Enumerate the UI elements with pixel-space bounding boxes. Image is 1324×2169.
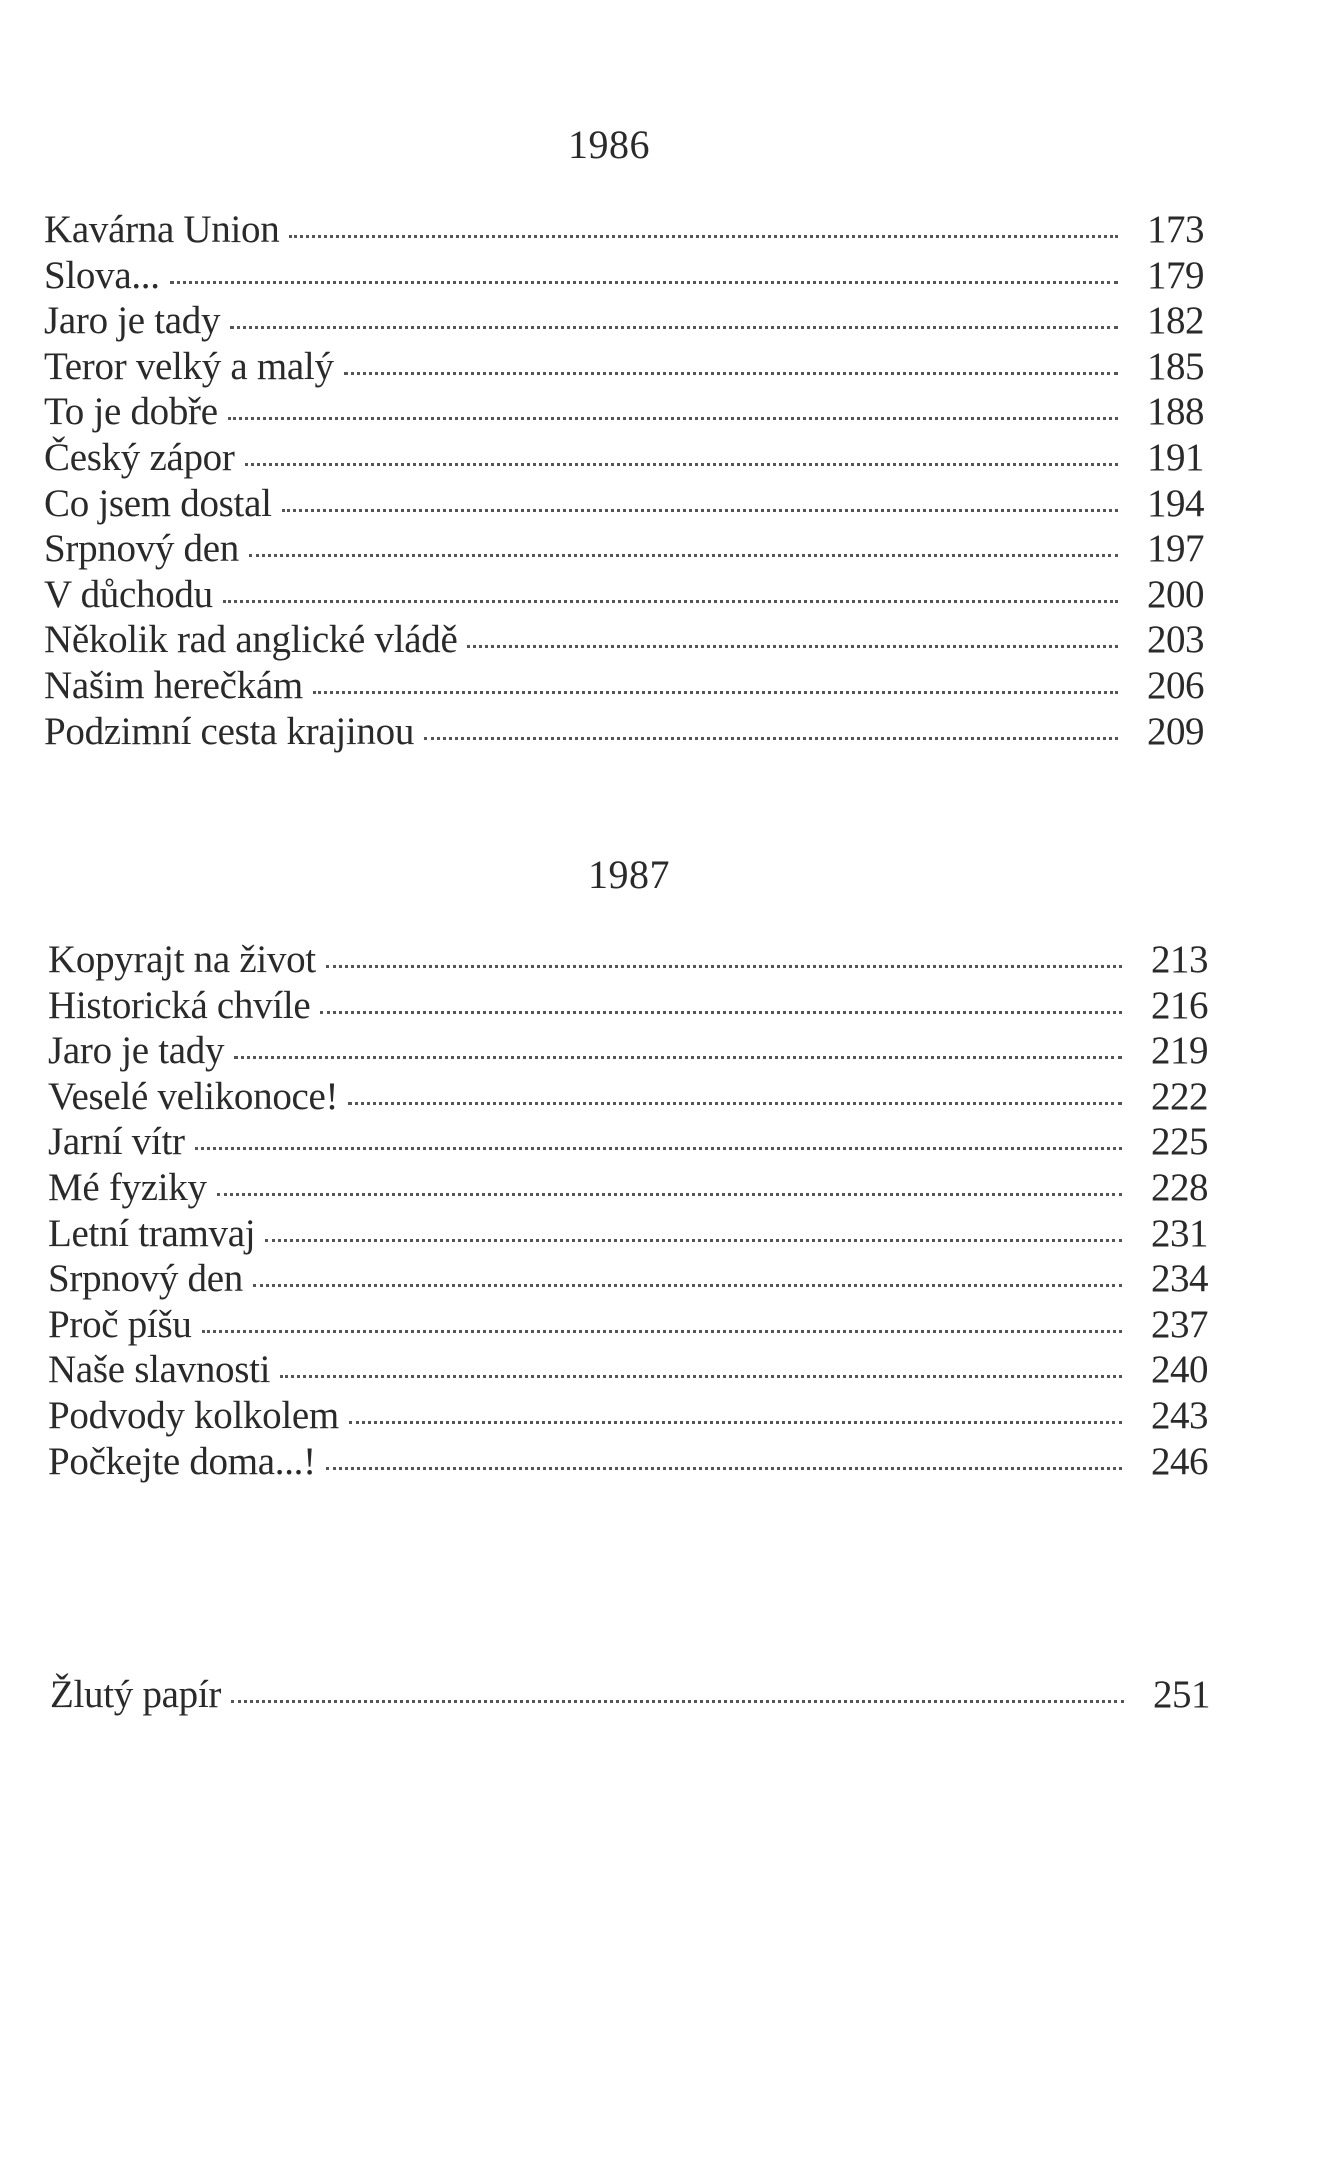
entry-page-number: 197 <box>1147 527 1204 571</box>
entry-page-number: 213 <box>1151 938 1208 981</box>
dot-leader <box>217 1193 1122 1196</box>
entry-page-number: 228 <box>1151 1165 1208 1209</box>
dot-leader <box>228 417 1118 420</box>
dot-leader <box>349 1421 1122 1424</box>
toc-entry <box>44 617 1204 663</box>
toc-entry <box>44 481 1204 527</box>
entry-page-number: 225 <box>1151 1120 1208 1164</box>
toc-entry <box>48 1165 1208 1211</box>
toc-list-1987 <box>48 937 1208 1484</box>
entry-title: Slova... <box>44 253 160 297</box>
entry-page-number: 191 <box>1147 435 1204 479</box>
dot-leader <box>424 737 1118 740</box>
entry-title: Srpnový den <box>44 527 239 571</box>
dot-leader <box>202 1330 1122 1333</box>
entry-title: Historická chvíle <box>48 983 311 1027</box>
entry-page-number: 240 <box>1151 1348 1208 1392</box>
toc-entry <box>44 389 1204 435</box>
entry-title: Počkejte doma...! <box>48 1439 316 1483</box>
entry-page-number: 216 <box>1151 983 1208 1027</box>
entry-page-number: 251 <box>1153 1673 1210 1716</box>
toc-entry <box>44 572 1204 618</box>
toc-entry <box>48 1074 1208 1120</box>
toc-entry <box>44 344 1204 390</box>
entry-title: Letní tramvaj <box>48 1211 256 1255</box>
toc-entry <box>48 983 1208 1029</box>
dot-leader <box>344 372 1118 375</box>
toc-entry <box>48 1347 1208 1393</box>
entry-title: Český zápor <box>44 435 235 479</box>
entry-title: Teror velký a malý <box>44 344 334 388</box>
entry-title: V důchodu <box>44 572 213 616</box>
dot-leader <box>326 1467 1122 1470</box>
dot-leader <box>170 281 1118 284</box>
entry-page-number: 246 <box>1151 1439 1208 1483</box>
dot-leader <box>313 691 1118 694</box>
dot-leader <box>326 965 1122 968</box>
entry-title: Naše slavnosti <box>48 1348 271 1392</box>
dot-leader <box>249 554 1118 557</box>
toc-entry <box>50 1672 1210 1718</box>
entry-page-number: 173 <box>1147 208 1204 251</box>
entry-title: Mé fyziky <box>48 1165 207 1209</box>
entry-title: Jaro je tady <box>48 1029 225 1073</box>
toc-entry <box>48 1211 1208 1257</box>
toc-entry <box>44 298 1204 344</box>
section-heading-1987: 1987 <box>588 852 670 897</box>
entry-title: Našim herečkám <box>44 663 303 707</box>
toc-final-entry <box>50 1672 1210 1718</box>
entry-title: Srpnový den <box>48 1257 243 1301</box>
toc-entry <box>44 709 1204 755</box>
entry-page-number: 243 <box>1151 1393 1208 1437</box>
toc-entry <box>44 526 1204 572</box>
dot-leader <box>265 1239 1122 1242</box>
dot-leader <box>348 1102 1122 1105</box>
entry-title: Veselé velikonoce! <box>48 1074 339 1118</box>
toc-entry <box>44 253 1204 299</box>
dot-leader <box>230 326 1118 329</box>
entry-title: Žlutý papír <box>50 1673 222 1716</box>
dot-leader <box>231 1700 1124 1703</box>
entry-page-number: 200 <box>1147 572 1204 616</box>
entry-page-number: 231 <box>1151 1211 1208 1255</box>
toc-entry <box>48 1393 1208 1439</box>
dot-leader <box>253 1284 1122 1287</box>
toc-list-1986 <box>44 207 1204 754</box>
entry-page-number: 237 <box>1151 1302 1208 1346</box>
entry-title: Co jsem dostal <box>44 481 272 525</box>
dot-leader <box>280 1375 1122 1378</box>
toc-entry <box>44 663 1204 709</box>
entry-page-number: 234 <box>1151 1257 1208 1301</box>
toc-entry <box>48 1119 1208 1165</box>
toc-entry <box>44 435 1204 481</box>
dot-leader <box>195 1147 1122 1150</box>
dot-leader <box>282 509 1118 512</box>
entry-page-number: 209 <box>1147 709 1204 753</box>
entry-page-number: 182 <box>1147 299 1204 343</box>
entry-title: To je dobře <box>44 390 218 434</box>
entry-page-number: 222 <box>1151 1074 1208 1118</box>
entry-title: Proč píšu <box>48 1302 192 1346</box>
dot-leader <box>289 235 1118 238</box>
entry-title: Několik rad anglické vládě <box>44 618 458 662</box>
entry-page-number: 203 <box>1147 618 1204 662</box>
entry-page-number: 219 <box>1151 1029 1208 1073</box>
entry-page-number: 188 <box>1147 390 1204 434</box>
entry-page-number: 206 <box>1147 663 1204 707</box>
entry-page-number: 185 <box>1147 344 1204 388</box>
entry-title: Kavárna Union <box>44 208 280 251</box>
toc-entry <box>48 1439 1208 1485</box>
toc-entry <box>48 937 1208 983</box>
entry-title: Podvody kolkolem <box>48 1393 339 1437</box>
dot-leader <box>234 1056 1122 1059</box>
entry-title: Kopyrajt na život <box>48 938 316 981</box>
dot-leader <box>223 600 1118 603</box>
toc-entry <box>48 1302 1208 1348</box>
entry-title: Jaro je tady <box>44 299 221 343</box>
entry-title: Jarní vítr <box>48 1120 185 1164</box>
dot-leader <box>467 645 1118 648</box>
toc-entry <box>44 207 1204 253</box>
dot-leader <box>245 463 1118 466</box>
section-heading-1986: 1986 <box>568 122 650 167</box>
dot-leader <box>320 1011 1122 1014</box>
entry-page-number: 179 <box>1147 253 1204 297</box>
entry-page-number: 194 <box>1147 481 1204 525</box>
toc-entry <box>48 1028 1208 1074</box>
toc-entry <box>48 1256 1208 1302</box>
entry-title: Podzimní cesta krajinou <box>44 709 415 753</box>
